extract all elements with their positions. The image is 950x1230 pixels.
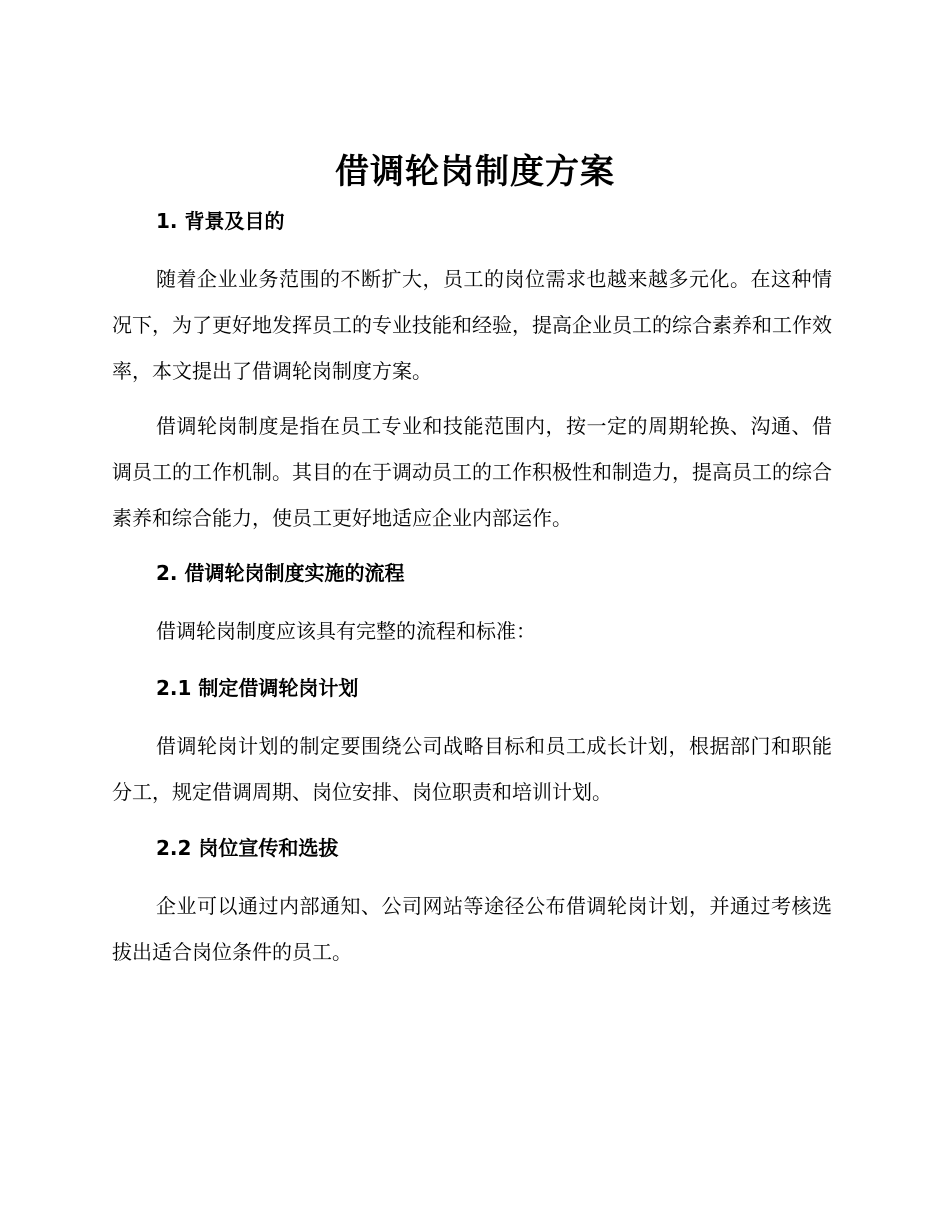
section-2-2-heading: 2.2 岗位宣传和选拔 [156, 836, 339, 860]
section-2-2-paragraph: 企业可以通过内部通知、公司网站等途径公布借调轮岗计划，并通过考核选拔出适合岗位条件的员工。 [112, 894, 832, 964]
section-2-1-paragraph: 借调轮岗计划的制定要围绕公司战略目标和员工成长计划，根据部门和职能分工，规定借调周期、岗位安排、岗位职责和培训计划。 [112, 734, 832, 804]
section-2-1-heading: 2.1 制定借调轮岗计划 [156, 676, 359, 700]
section-1-paragraph-1: 随着企业业务范围的不断扩大，员工的岗位需求也越来越多元化。在这种情况下，为了更好地发挥员工的专业技能和经验，提高企业员工的综合素养和工作效率，本文提出了借调轮岗制度方案。 [112, 267, 832, 383]
section-2-heading: 2. 借调轮岗制度实施的流程 [156, 561, 405, 585]
section-2-intro: 借调轮岗制度应该具有完整的流程和标准： [156, 619, 536, 643]
section-1-paragraph-2: 借调轮岗制度是指在员工专业和技能范围内，按一定的周期轮换、沟通、借调员工的工作机制。其目的在于调动员工的工作积极性和制造力，提高员工的综合素养和综合能力，使员工更好地适应企业内部运作。 [112, 414, 832, 530]
document-title: 借调轮岗制度方案 [335, 152, 615, 192]
section-1-heading: 1. 背景及目的 [156, 209, 285, 233]
